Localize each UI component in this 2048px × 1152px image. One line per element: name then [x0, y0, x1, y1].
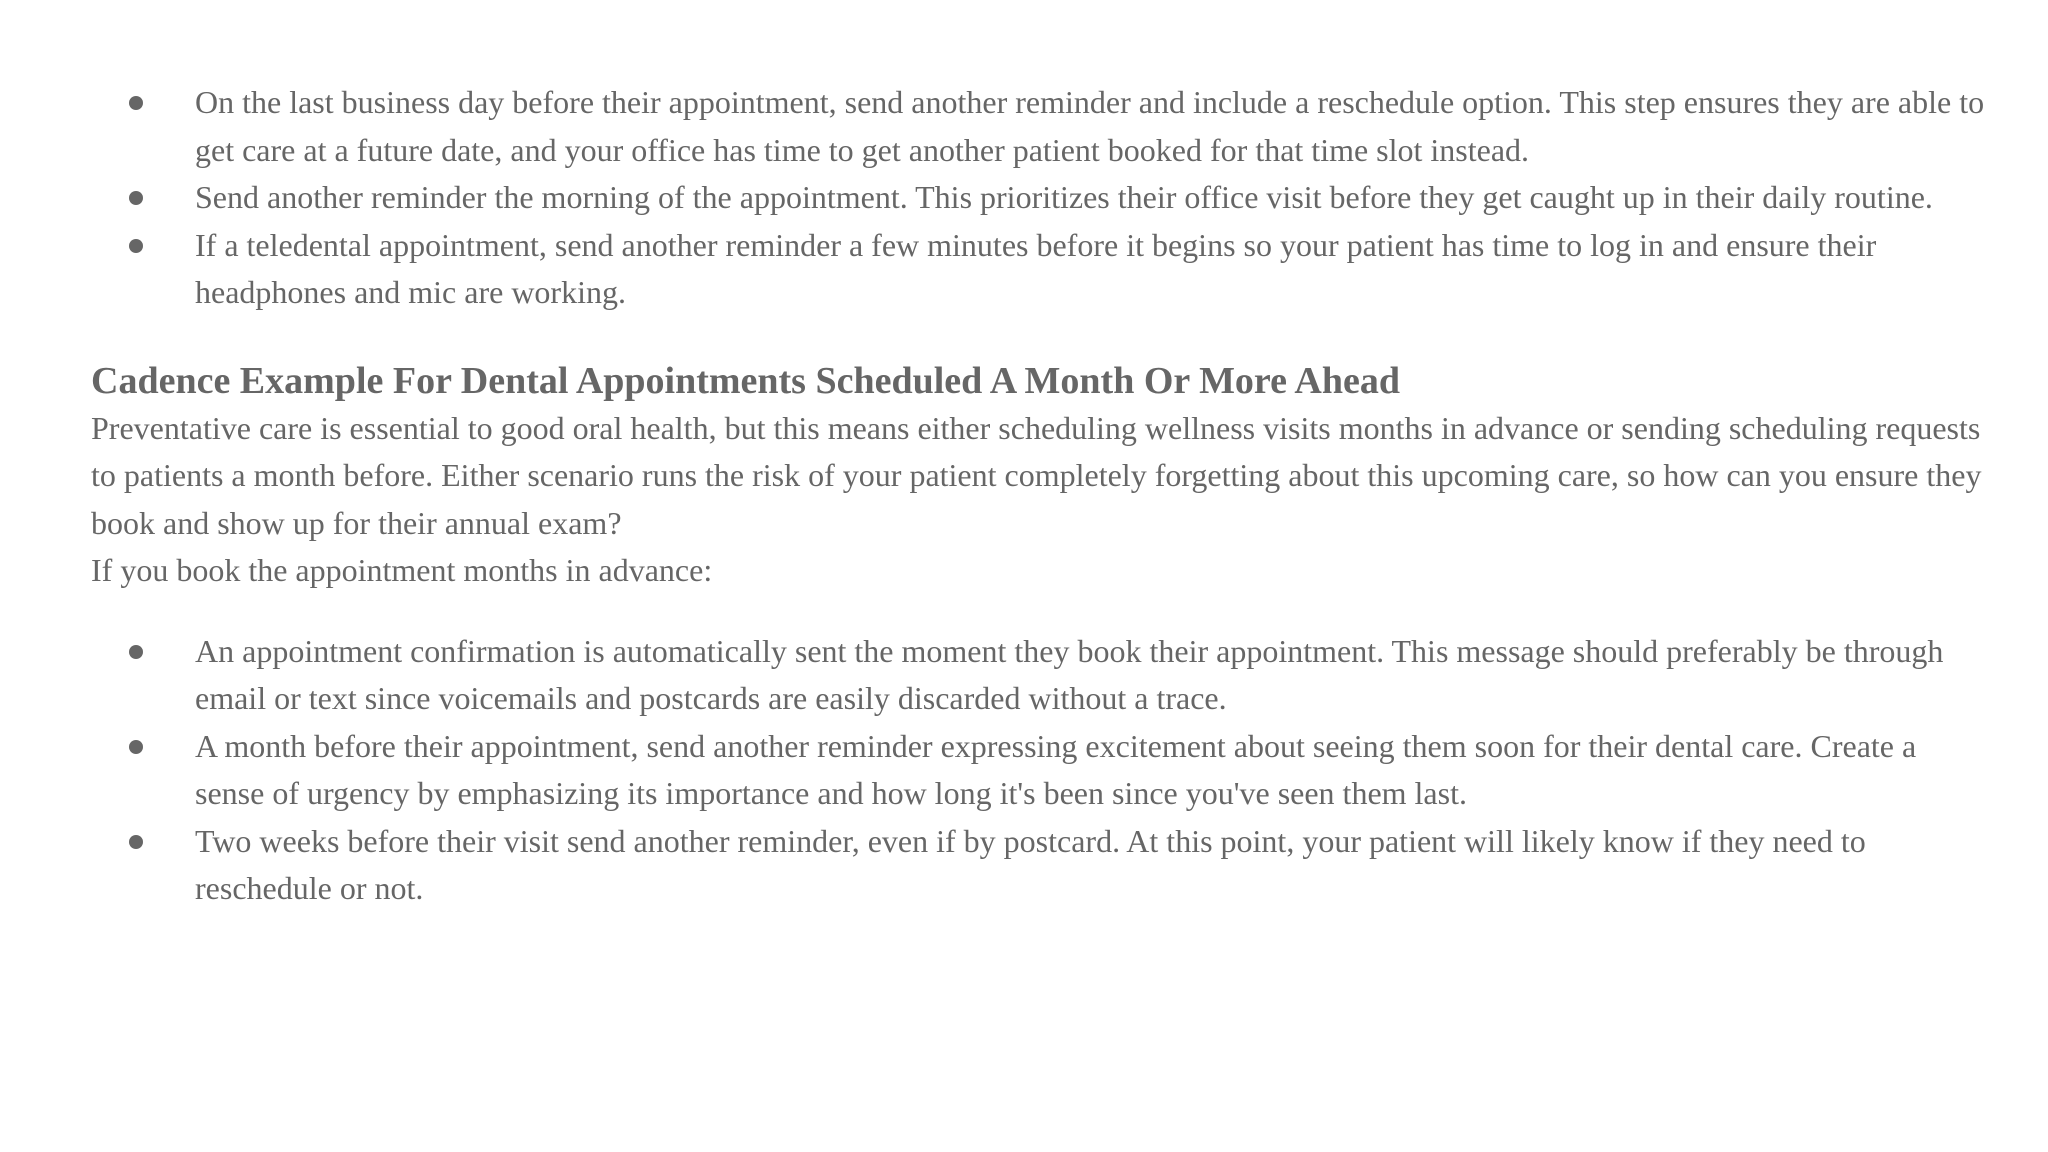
list-item-text: If a teledental appointment, send another reminder a few minutes before it begins so your patient has time to log in and ensure their headphones and mic are working. [195, 226, 1877, 310]
bullet-icon [129, 645, 143, 659]
list-item-text: On the last business day before their appointment, send another reminder and include a reschedule option. This step ensures they are able to get care at a future date, and your office has time to get another patient booked for that time slot instead. [195, 84, 1985, 168]
bullet-icon [129, 96, 143, 110]
list-item [91, 79, 1991, 174]
bullet-icon [129, 835, 143, 849]
document-body [91, 79, 1991, 913]
section-heading: Cadence Example For Dental Appointments Scheduled A Month Or More Ahead [91, 359, 1400, 402]
list-item-text: A month before their appointment, send another reminder expressing excitement about seeing them soon for their dental care. Create a sense of urgency by emphasizing its importance and how long it's been since you've seen them last. [195, 727, 1917, 811]
list-item [91, 222, 1991, 317]
lead-in-paragraph: If you book the appointment months in advance: [91, 552, 713, 588]
list-item [91, 174, 1991, 222]
top-bullet-list [91, 79, 1991, 317]
list-item [91, 628, 1991, 723]
bullet-icon [129, 239, 143, 253]
bullet-icon [129, 740, 143, 754]
list-item-text: Send another reminder the morning of the appointment. This prioritizes their office visit before they get caught up in their daily routine. [195, 179, 1933, 215]
bottom-bullet-list [91, 628, 1991, 913]
intro-paragraph: Preventative care is essential to good oral health, but this means either scheduling wellness visits months in advance or sending scheduling requests to patients a month before. Either scenario runs the risk of your patient completely forgetting about this upcoming care, so how can you ensure they book and show up for their annual exam? [91, 409, 1982, 541]
list-item-text: Two weeks before their visit send another reminder, even if by postcard. At this point, your patient will likely know if they need to reschedule or not. [195, 822, 1866, 906]
list-item [91, 723, 1991, 818]
list-item [91, 818, 1991, 913]
list-item-text: An appointment confirmation is automatically sent the moment they book their appointment. This message should preferably be through email or text since voicemails and postcards are easily discarded without a trace. [195, 632, 1944, 716]
bullet-icon [129, 191, 143, 205]
